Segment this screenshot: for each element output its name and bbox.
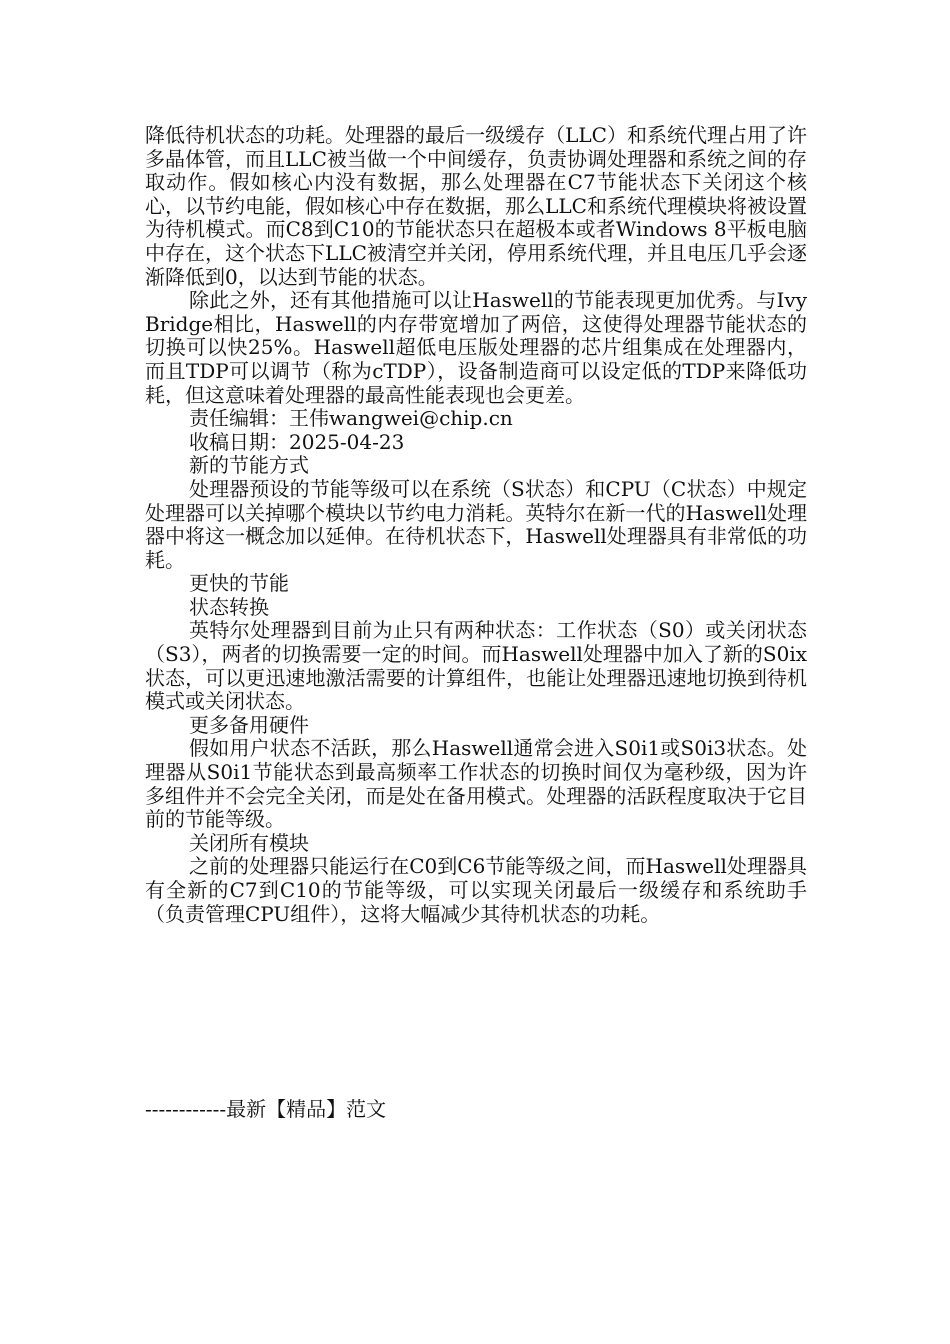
paragraph-standby-hardware: 假如用户状态不活跃，那么Haswell通常会进入S0i1或S0i3状态。处理器从S0i1节能状态到最高频率工作状态的切换时间仅为毫秒级，因为许多组件并不会完全关闭，而是处在备用模式。处理器的活跃程度取决于它目前的节能等级。 bbox=[145, 736, 807, 832]
paragraph-power-levels: 处理器预设的节能等级可以在系统（S状态）和CPU（C状态）中规定处理器可以关掉哪个模块以节约电力消耗。英特尔在新一代的Haswell处理器中将这一概念加以延伸。在待机状态下，Haswell处理器具有非常低的功耗。 bbox=[145, 476, 807, 572]
editor-line: 责任编辑：王伟wangwei@chip.cn bbox=[189, 406, 513, 431]
section-heading-standby-hardware: 更多备用硬件 bbox=[189, 712, 309, 737]
paragraph-state-transition: 英特尔处理器到目前为止只有两种状态：工作状态（S0）或关闭状态（S3），两者的切换需要一定的时间。而Haswell处理器中加入了新的S0ix状态，可以更迅速地激活需要的计算组件，也能让处理器迅速地切换到待机模式或关闭状态。 bbox=[145, 618, 807, 714]
section-heading-new-power-saving: 新的节能方式 bbox=[189, 453, 309, 478]
paragraph-llc-standby: 降低待机状态的功耗。处理器的最后一级缓存（LLC）和系统代理占用了许多晶体管，而且LLC被当做一个中间缓存，负责协调处理器和系统之间的存取动作。假如核心内没有数据，那么处理器在C7节能状态下关闭这个核心，以节约电能，假如核心中存在数据，那么LLC和系统代理模块将被设置为待机模式。而C8到C10的节能状态只在超极本或者Windows 8平板电脑中存在，这个状态下LLC被清空并关闭，停用系统代理，并且电压几乎会逐渐降低到0，以达到节能的状态。 bbox=[145, 123, 807, 289]
section-heading-faster-saving: 更快的节能 bbox=[189, 571, 289, 596]
section-heading-state-transition: 状态转换 bbox=[189, 594, 269, 619]
document-body bbox=[145, 124, 807, 926]
section-heading-close-all-modules: 关闭所有模块 bbox=[189, 830, 309, 855]
received-date-line: 收稿日期：2025-04-23 bbox=[189, 429, 405, 454]
paragraph-close-all-modules: 之前的处理器只能运行在C0到C6节能等级之间，而Haswell处理器具有全新的C7到C10的节能等级，可以实现关闭最后一级缓存和系统助手（负责管理CPU组件），这将大幅减少其待机状态的功耗。 bbox=[145, 854, 807, 926]
footer-text: ------------最新【精品】范文 bbox=[145, 1097, 387, 1121]
paragraph-other-measures: 除此之外，还有其他措施可以让Haswell的节能表现更加优秀。与Ivy Bridge相比，Haswell的内存带宽增加了两倍，这使得处理器节能状态的切换可以快25%。Haswell超低电压版处理器的芯片组集成在处理器内，而且TDP可以调节（称为cTDP），设备制造商可以设定低的TDP来降低功耗，但这意味着处理器的最高性能表现也会更差。 bbox=[145, 288, 807, 407]
